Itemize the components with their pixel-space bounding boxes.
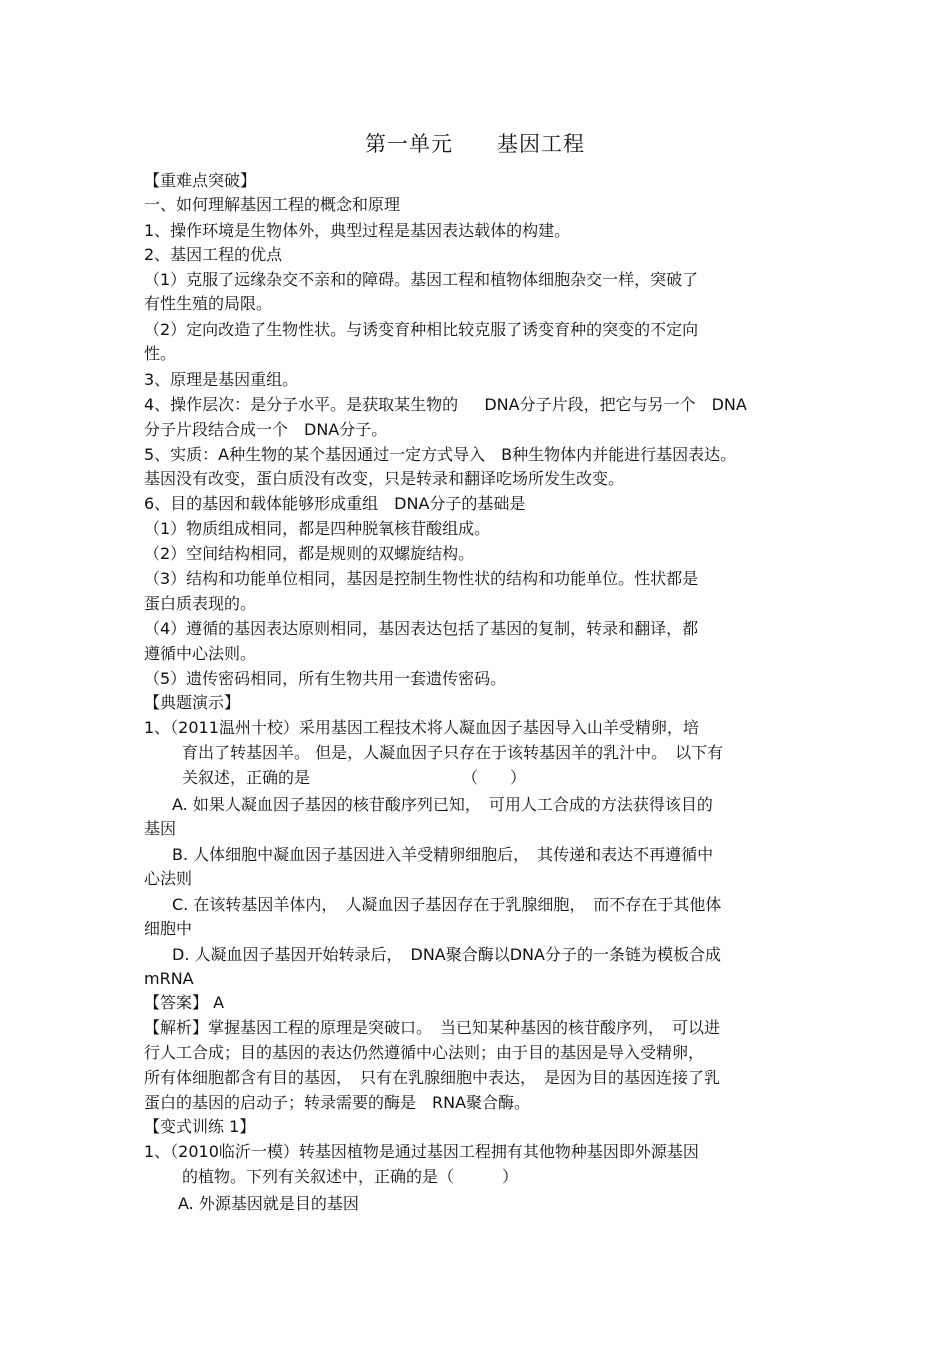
text-line: 有性生殖的局限。 [144,294,273,313]
text-line: 3、原理是基因重组。 [144,370,299,389]
text-line: （2）定向改造了生物性状。与诱变育种相比较克服了诱变育种的突变的不定向 [144,320,699,339]
option-b-cont: 心法则 [144,869,193,888]
question-text: 关叙述，正确的是 （ ） [182,768,527,787]
text-line: （3）结构和功能单位相同，基因是控制生物性状的结构和功能单位。性状都是 [144,569,699,588]
text-line: （5）遗传密码相同，所有生物共用一套遗传密码。 [144,669,507,688]
question-text: 的植物。下列有关叙述中，正确的是（ ） [182,1167,519,1186]
text-line: 分子片段结合成一个 DNA分子。 [144,420,388,439]
text-line: 5、实质：A种生物的某个基因通过一定方式导入 B种生物体内并能进行基因表达。 [144,445,737,464]
option-a: A. 外源基因就是目的基因 [178,1194,359,1213]
section-heading: 【典题演示】 [144,693,241,712]
section-heading: 【重难点突破】 [144,171,257,190]
text-line: 一、如何理解基因工程的概念和原理 [144,195,401,214]
text-line: 蛋白质表现的。 [144,594,257,613]
text-line: 2、基因工程的优点 [144,245,283,264]
analysis-text: 蛋白的基因的启动子；转录需要的酶是 RNA聚合酶。 [144,1093,531,1112]
option-a: A. 如果人凝血因子基因的核苷酸序列已知， 可用人工合成的方法获得该目的 [172,795,713,814]
text-line: 4、操作层次：是分子水平。是获取某生物的 DNA分子片段，把它与另一个 DNA [144,395,747,414]
analysis-text: 行人工合成；目的基因的表达仍然遵循中心法则；由于目的基因是导入受精卵， [144,1043,705,1062]
text-line: （2）空间结构相同，都是规则的双螺旋结构。 [144,544,475,563]
text-line: 遵循中心法则。 [144,644,257,663]
option-c-cont: 细胞中 [144,919,193,938]
question-text: 1、（2011温州十校）采用基因工程技术将人凝血因子基因导入山羊受精卵，培 [144,718,699,737]
document-title: 第一单元 基因工程 [365,132,585,156]
text-line: （1）物质组成相同，都是四种脱氧核苷酸组成。 [144,519,491,538]
option-d: D. 人凝血因子基因开始转录后， DNA聚合酶以DNA分子的一条链为模板合成 [172,945,721,964]
option-a-cont: 基因 [144,819,177,838]
question-text: 育出了转基因羊。 但是，人凝血因子只存在于该转基因羊的乳汁中。 以下有 [182,743,724,762]
analysis-text: 【解析】掌握基因工程的原理是突破口。 当已知某种基因的核苷酸序列， 可以进 [144,1018,721,1037]
answer-line: 【答案】 A [144,993,225,1012]
text-line: （1）克服了远缘杂交不亲和的障碍。基因工程和植物体细胞杂交一样，突破了 [144,270,699,289]
analysis-text: 所有体细胞都含有目的基因， 只有在乳腺细胞中表达， 是因为目的基因连接了乳 [144,1068,721,1087]
text-line: （4）遵循的基因表达原则相同，基因表达包括了基因的复制，转录和翻译，都 [144,619,699,638]
section-heading: 【变式训练 1】 [144,1117,256,1136]
text-line: 6、目的基因和载体能够形成重组 DNA分子的基础是 [144,494,526,513]
text-line: 1、操作环境是生物体外，典型过程是基因表达载体的构建。 [144,221,571,240]
option-c: C. 在该转基因羊体内， 人凝血因子基因存在于乳腺细胞， 而不存在于其他体 [172,895,722,914]
question-text: 1、（2010临沂一模）转基因植物是通过基因工程拥有其他物种基因即外源基因 [144,1142,699,1161]
text-line: 基因没有改变，蛋白质没有改变，只是转录和翻译吃场所发生改变。 [144,469,625,488]
option-d-cont: mRNA [144,969,194,988]
option-b: B. 人体细胞中凝血因子基因进入羊受精卵细胞后， 其传递和表达不再遵循中 [172,845,714,864]
text-line: 性。 [144,344,177,363]
